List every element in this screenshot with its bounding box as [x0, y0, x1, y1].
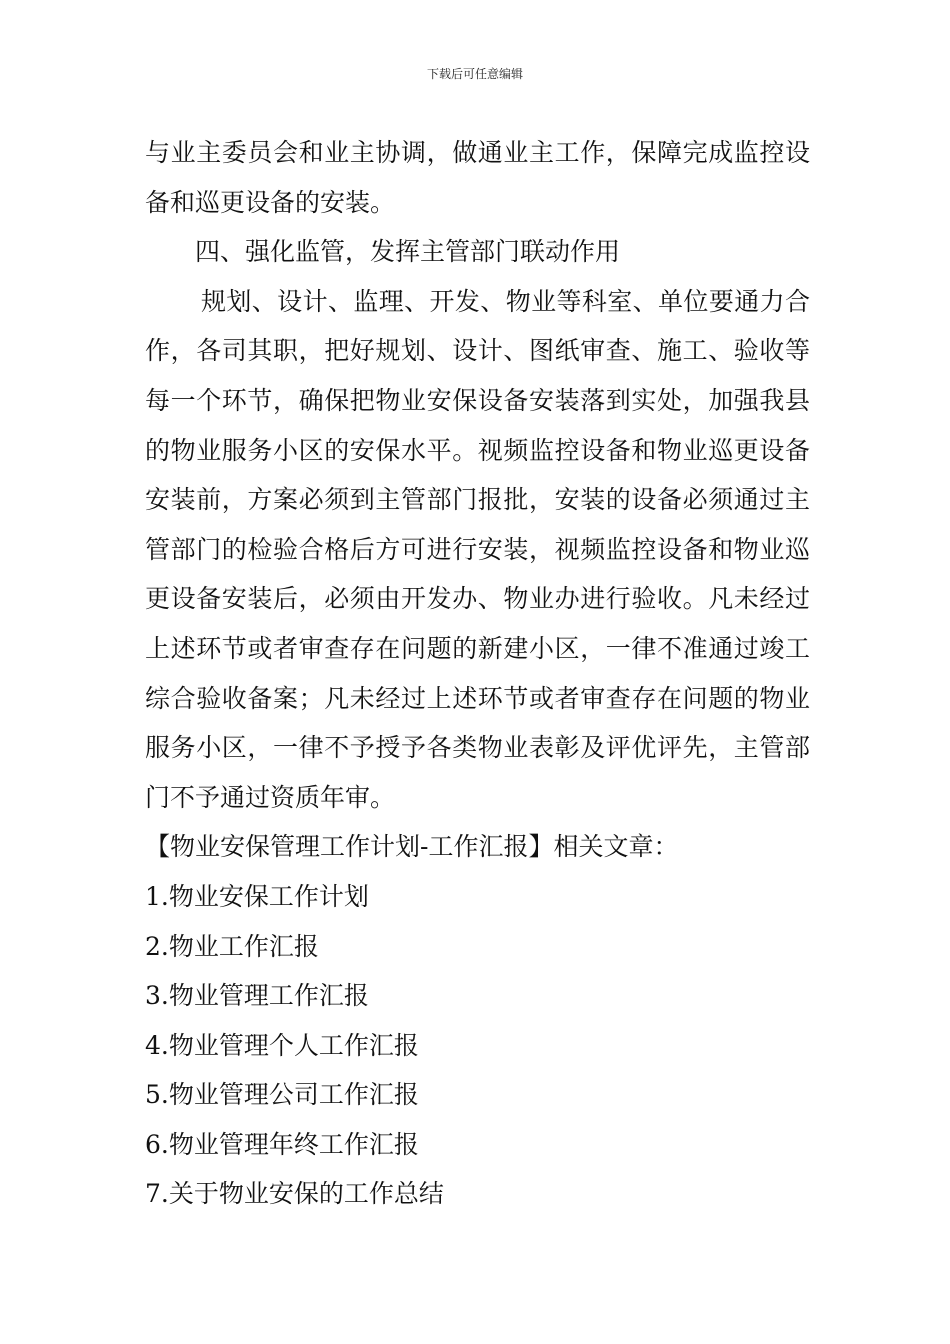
related-articles-list — [145, 872, 810, 1219]
paragraph-continuation: 与业主委员会和业主协调，做通业主工作，保障完成监控设备和巡更设备的安装。 — [145, 138, 810, 217]
page-header-note: 下载后可任意编辑 — [426, 67, 523, 81]
related-articles-heading: 【物业安保管理工作计划-工作汇报】相关文章： — [145, 832, 679, 862]
related-article-item[interactable]: 5.物业管理公司工作汇报 — [145, 1080, 419, 1110]
related-article-item[interactable]: 2.物业工作汇报 — [145, 931, 319, 961]
related-article-item[interactable]: 1.物业安保工作计划 — [145, 881, 369, 911]
section-heading: 四、强化监管，发挥主管部门联动作用 — [195, 237, 621, 267]
related-article-item[interactable]: 3.物业管理工作汇报 — [145, 981, 369, 1011]
paragraph-body: 规划、设计、监理、开发、物业等科室、单位要通力合作，各司其职，把好规划、设计、图纸审查、施工、验收等每一个环节，确保把物业安保设备安装落到实处，加强我县的物业服务小区的安保水平。视频监控设备和物业巡更设备安装前，方案必须到主管部门报批，安装的设备必须通过主管部门的检验合格后方可进行安装，视频监控设备和物业巡更设备安装后，必须由开发办、物业办进行验收。凡未经过上述环节或者审查存在问题的新建小区，一律不准通过竣工综合验收备案；凡未经过上述环节或者审查存在问题的物业服务小区，一律不予授予各类物业表彰及评优评先，主管部门不予通过资质年审。 — [145, 286, 810, 812]
related-article-item[interactable]: 6.物业管理年终工作汇报 — [145, 1129, 419, 1159]
related-article-item[interactable]: 7.关于物业安保的工作总结 — [145, 1179, 444, 1209]
related-article-item[interactable]: 4.物业管理个人工作汇报 — [145, 1030, 419, 1060]
document-body — [145, 128, 810, 1219]
